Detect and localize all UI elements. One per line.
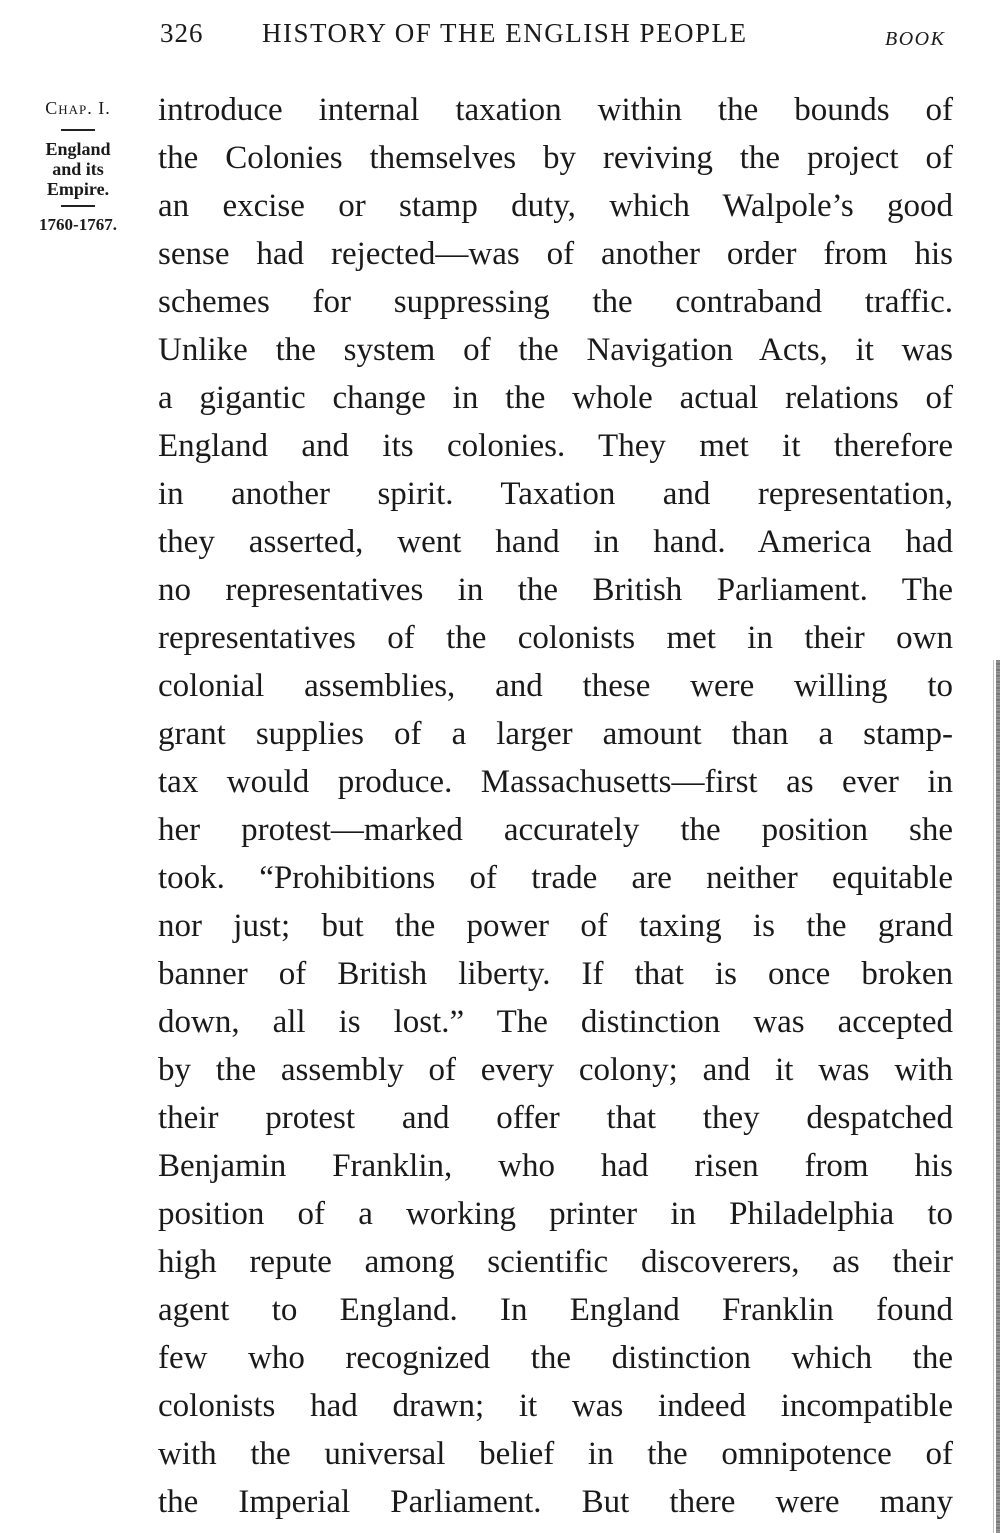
margin-note-chapter: Chap. I. <box>45 98 111 118</box>
margin-note-topic-line: and its <box>52 159 104 179</box>
margin-note-rule <box>61 129 95 131</box>
margin-note-rule <box>61 205 95 207</box>
running-header <box>0 14 1000 54</box>
text-line: tax would produce. Massachusetts—first as ever in <box>158 764 953 800</box>
text-line: nor just; but the power of taxing is the grand <box>158 908 953 944</box>
page-edge-line <box>993 660 994 1533</box>
text-line: Unlike the system of the Navigation Acts, it was <box>158 332 953 368</box>
page-edge-shadow <box>996 660 1000 1533</box>
margin-note-topic-line: Empire. <box>46 179 110 199</box>
margin-note-topic <box>18 139 138 199</box>
text-line: no representatives in the British Parliament. The <box>158 572 953 608</box>
book-label: BOOK <box>885 28 946 50</box>
text-line: banner of British liberty. If that is once broken <box>158 956 953 992</box>
text-line: the Imperial Parliament. But there were many <box>158 1484 953 1520</box>
text-line: representatives of the colonists met in their own <box>158 620 953 656</box>
running-title: HISTORY OF THE ENGLISH PEOPLE <box>262 18 748 48</box>
text-line: England and its colonies. They met it therefore <box>158 428 953 464</box>
body-text <box>158 86 953 1526</box>
margin-note-dates: 1760-1767. <box>39 215 117 234</box>
text-line: down, all is lost.” The distinction was accepted <box>158 1004 953 1040</box>
text-line: with the universal belief in the omnipotence of <box>158 1436 953 1472</box>
text-line: position of a working printer in Philadelphia to <box>158 1196 953 1232</box>
margin-note-topic-line: England <box>45 139 111 159</box>
text-line: they asserted, went hand in hand. America had <box>158 524 953 560</box>
margin-notes <box>18 98 138 235</box>
text-line: colonists had drawn; it was indeed incompatible <box>158 1388 953 1424</box>
text-line: took. “Prohibitions of trade are neither equitable <box>158 860 953 896</box>
text-line: her protest—marked accurately the position she <box>158 812 953 848</box>
text-line: Benjamin Franklin, who had risen from his <box>158 1148 953 1184</box>
text-line: in another spirit. Taxation and representation, <box>158 476 953 512</box>
text-line: introduce internal taxation within the bounds of <box>158 92 953 128</box>
text-line: the Colonies themselves by reviving the project of <box>158 140 953 176</box>
text-line: colonial assemblies, and these were willing to <box>158 668 953 704</box>
page-number: 326 <box>160 18 204 48</box>
text-line: a gigantic change in the whole actual relations of <box>158 380 953 416</box>
text-line: their protest and offer that they despatched <box>158 1100 953 1136</box>
text-line: schemes for suppressing the contraband traffic. <box>158 284 953 320</box>
text-line: agent to England. In England Franklin found <box>158 1292 953 1328</box>
text-line: an excise or stamp duty, which Walpole’s good <box>158 188 953 224</box>
text-line: by the assembly of every colony; and it was with <box>158 1052 953 1088</box>
text-line: few who recognized the distinction which the <box>158 1340 953 1376</box>
text-line: sense had rejected—was of another order from his <box>158 236 953 272</box>
text-line: high repute among scientific discoverers, as their <box>158 1244 953 1280</box>
text-line: grant supplies of a larger amount than a stamp- <box>158 716 953 752</box>
